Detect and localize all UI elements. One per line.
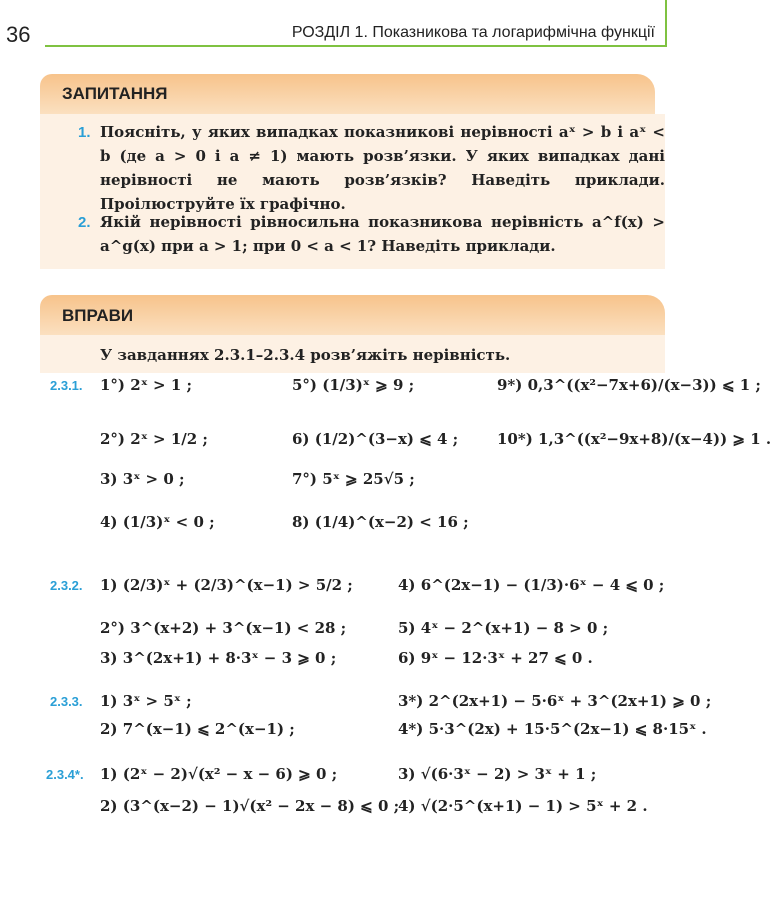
exercise-item: 8) (1/4)^(x−2) < 16 ;	[292, 513, 469, 531]
exercise-item: 1) (2ˣ − 2)√(x² − x − 6) ⩾ 0 ;	[100, 765, 338, 783]
exercise-item: 1) (2/3)ˣ + (2/3)^(x−1) > 5/2 ;	[100, 576, 353, 594]
page-number: 36	[6, 22, 31, 47]
exercise-item: 2°) 2ˣ > 1/2 ;	[100, 430, 208, 448]
exercise-item: 2) 7^(x−1) ⩽ 2^(x−1) ;	[100, 720, 295, 738]
question-number: 2.	[78, 214, 91, 231]
exercise-group-number: 2.3.1.	[50, 378, 83, 393]
exercise-item: 3*) 2^(2x+1) − 5·6ˣ + 3^(2x+1) ⩾ 0 ;	[398, 692, 712, 710]
exercise-group-number: 2.3.3.	[50, 694, 83, 709]
exercise-item: 4) (1/3)ˣ < 0 ;	[100, 513, 215, 531]
header-rule	[45, 45, 665, 47]
exercise-item: 5°) (1/3)ˣ ⩾ 9 ;	[292, 376, 415, 394]
exercises-intro: У завданнях 2.3.1–2.3.4 розв’яжіть нерівність.	[100, 346, 511, 364]
question-number: 1.	[78, 124, 91, 141]
exercise-item: 3) √(6·3ˣ − 2) > 3ˣ + 1 ;	[398, 765, 597, 783]
exercise-item: 7°) 5ˣ ⩾ 25√5 ;	[292, 470, 415, 488]
exercise-item: 2°) 3^(x+2) + 3^(x−1) < 28 ;	[100, 619, 347, 637]
question-text: Поясніть, у яких випадках показникові нерівності aˣ > b і aˣ < b (де a > 0 і a ≠ 1) мають розв’язки. У яких випадках дані нерівності не мають розв’язків? Наведіть приклади. Проілюструйте їх графічно.	[100, 123, 665, 213]
exercises-title: ВПРАВИ	[62, 306, 134, 325]
chapter-title: РОЗДІЛ 1. Показникова та логарифмічна функції	[291, 24, 655, 41]
exercise-item: 3) 3ˣ > 0 ;	[100, 470, 185, 488]
question-text: Якій нерівності рівносильна показникова нерівність a^f(x) > a^g(x) при a > 1; при 0 < a < 1? Наведіть приклади.	[100, 213, 665, 255]
exercise-group-number: 2.3.4*.	[46, 767, 84, 782]
exercise-item: 10*) 1,3^((x²−9x+8)/(x−4)) ⩾ 1 .	[497, 430, 771, 448]
questions-title: ЗАПИТАННЯ	[62, 84, 168, 103]
exercise-item: 6) (1/2)^(3−x) ⩽ 4 ;	[292, 430, 459, 448]
exercise-item: 9*) 0,3^((x²−7x+6)/(x−3)) ⩽ 1 ;	[497, 376, 761, 394]
exercise-group-number: 2.3.2.	[50, 578, 83, 593]
exercise-item: 4*) 5·3^(2x) + 15·5^(2x−1) ⩽ 8·15ˣ .	[398, 720, 707, 738]
exercise-item: 2) (3^(x−2) − 1)√(x² − 2x − 8) ⩽ 0 ;	[100, 797, 400, 815]
header-rule-vertical	[665, 0, 667, 47]
exercise-item: 6) 9ˣ − 12·3ˣ + 27 ⩽ 0 .	[398, 649, 593, 667]
exercise-item: 1) 3ˣ > 5ˣ ;	[100, 692, 192, 710]
exercise-item: 4) √(2·5^(x+1) − 1) > 5ˣ + 2 .	[398, 797, 648, 815]
exercise-item: 5) 4ˣ − 2^(x+1) − 8 > 0 ;	[398, 619, 609, 637]
questions-panel	[40, 114, 665, 269]
exercise-item: 4) 6^(2x−1) − (1/3)·6ˣ − 4 ⩽ 0 ;	[398, 576, 665, 594]
exercises-header-bar	[40, 295, 665, 335]
exercise-item: 1°) 2ˣ > 1 ;	[100, 376, 193, 394]
exercise-item: 3) 3^(2x+1) + 8·3ˣ − 3 ⩾ 0 ;	[100, 649, 337, 667]
